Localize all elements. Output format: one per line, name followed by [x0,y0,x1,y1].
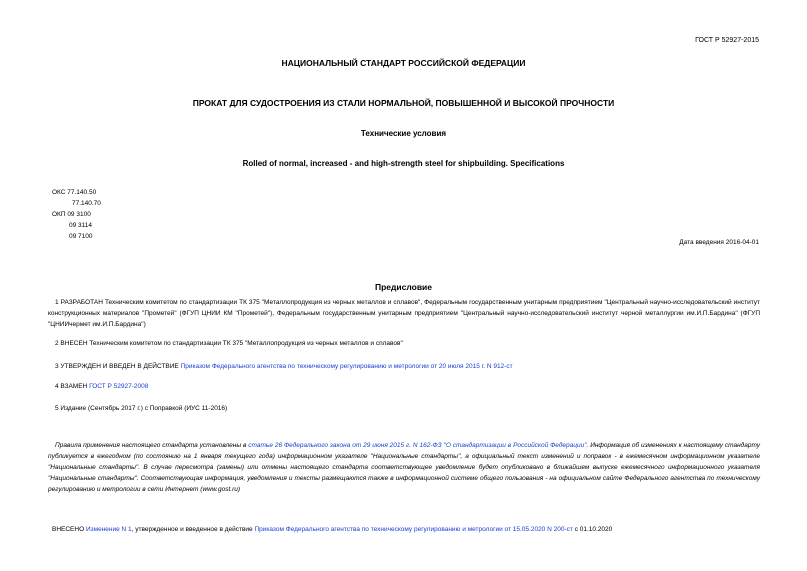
amendment-link[interactable]: Изменение N 1 [85,526,132,533]
rules-text: Правила применения настоящего стандарта установлены в [55,442,249,449]
okp-code: 09 7100 [69,233,93,240]
amendment-text: ВНЕСЕНО [52,526,86,533]
replaced-standard-link[interactable]: ГОСТ Р 52927-2008 [89,383,149,390]
preface-item-2: 2 ВНЕСЕН Техническим комитетом по стандартизации ТК 375 "Металлопродукция из черных металлов и сплавов" [55,340,403,347]
preface-item-3 [48,361,760,372]
document-subtitle: Технические условия [360,129,447,138]
rules-text: . Информация об изменениях к настоящему стандарту публикуется в ежегодном (по состоянию на 1 января текущего года) информационном указателе "Национальные стандарты", а официальный текст изменений и поправок - в ежемесячном информационном указателе "Национальные стандарты". В случае пересмотра (замены) или отмены настоящего стандарта соответствующее уведомление будет опубликовано в ближайшем выпуске ежемесячного информационного указателя "Национальные стандарты". Соответствующая информация, уведомления и тексты размещаются также в информационной системе общего пользования - на официальном сайте Федерального агентства по техническому регулированию и метрологии в сети Интернет (www.gost.ru) [48,442,761,493]
preface-item-5: 5 Издание (Сентябрь 2017 г.) с Поправкой (ИУС 11-2016) [55,405,228,412]
okp-code: 09 3114 [69,222,93,229]
english-title: Rolled of normal, increased - and high-strength steel for shipbuilding. Specifications [242,159,565,168]
preface-item-4 [48,381,760,392]
preface-item-1: 1 РАЗРАБОТАН Техническим комитетом по стандартизации ТК 375 "Металлопродукция из черных металлов и сплавов", Федеральным государственным унитарным предприятием "Центральный научно-исследовательский институт конструкционных материалов "Прометей" (ФГУП ЦНИИ КМ "Прометей"), Федеральным государственным унитарным предприятием "Центральный научно-исследовательский институт черной металлургии им.И.П.Бардина" (ФГУП "ЦНИИчермет им.И.П.Бардина") [48,299,760,328]
amendment-order-link[interactable]: Приказом Федерального агентства по техническому регулированию и метрологии от 15.05.2020 N 200-ст [254,526,573,533]
introduction-date: Дата введения 2016-04-01 [679,239,759,246]
oks-code: ОКС 77.140.50 [52,189,97,196]
amendment-note [52,526,612,533]
okp-code: ОКП 09 3100 [52,211,91,218]
standard-title: НАЦИОНАЛЬНЫЙ СТАНДАРТ РОССИЙСКОЙ ФЕДЕРАЦИИ [281,58,526,68]
preface-item-4-text: 4 ВЗАМЕН [55,383,90,390]
document-title: ПРОКАТ ДЛЯ СУДОСТРОЕНИЯ ИЗ СТАЛИ НОРМАЛЬНОЙ, ПОВЫШЕННОЙ И ВЫСОКОЙ ПРОЧНОСТИ [192,98,615,108]
document-code: ГОСТ Р 52927-2015 [695,37,759,44]
oks-code: 77.140.70 [72,200,101,207]
federal-law-link[interactable]: статье 26 Федерального закона от 29 июня 2015 г. N 162-ФЗ "О стандартизации в Российской Федерации" [248,442,587,449]
classification-block [52,187,101,242]
application-rules [48,440,760,495]
approval-order-link[interactable]: Приказом Федерального агентства по техническому регулированию и метрологии от 20 июля 2015 г. N 912-ст [180,363,513,370]
amendment-text: , утвержденное и введенное в действие [131,526,255,533]
preface-heading: Предисловие [374,282,433,292]
amendment-text: с 01.10.2020 [572,526,613,533]
preface-item-3-text: 3 УТВЕРЖДЕН И ВВЕДЕН В ДЕЙСТВИЕ [55,363,181,370]
